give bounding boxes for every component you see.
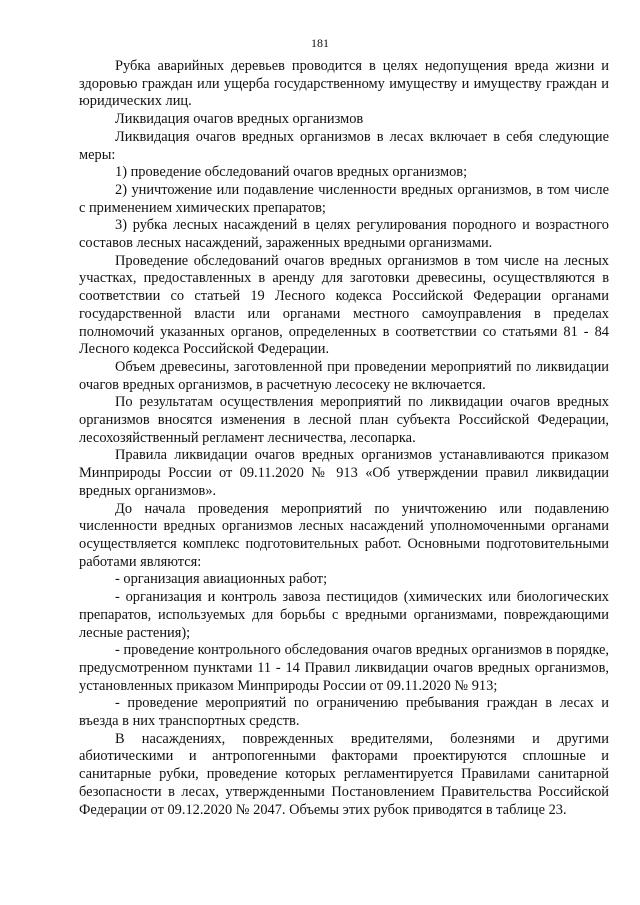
list-item-1: 1) проведение обследований очагов вредных организмов; [115,164,468,181]
dash-item-1: - организация авиационных работ; [115,571,328,588]
dash-item-2: - организация и контроль завоза пестицидов (химических или биологических препаратов, используемых для борьбы с вредными организмами, повреждающими лесные растения); [79,589,609,641]
document-body [79,58,609,819]
paragraph-preparatory-works: До начала проведения мероприятий по уничтожению или подавлению численности вредных организмов лесных насаждений уполномоченными органами осуществляется комплекс подготовительных работ. Основными подготовительными работами являются: [79,500,609,570]
list-item-2: 2) уничтожение или подавление численности вредных организмов, в том числе с применением химических препаратов; [79,181,609,216]
paragraph-rules: Правила ликвидации очагов вредных организмов устанавливаются приказом Минприроды России от 09.11.2020 № 913 «Об утверждении правил ликвидации вредных организмов». [79,447,609,499]
paragraph-wood-volume: Объем древесины, заготовленной при проведении мероприятий по ликвидации очагов вредных организмов, в расчетную лесосеку не включается. [79,358,609,393]
dash-item-3: - проведение контрольного обследования очагов вредных организмов в порядке, предусмотренном пунктами 11 - 14 Правил ликвидации очагов вредных организмов, установленных приказом Минприроды России от 09.11.2020 № 913; [79,642,609,694]
paragraph-surveys: Проведение обследований очагов вредных организмов в том числе на лесных участках, предоставленных в аренду для заготовки древесины, осуществляются в соответствии со статьей 19 Лесного кодекса Российской Федерации органами государственной власти или органами местного самоуправления в пределах полномочий указанных органов, определенных в соответствии со статьями 81 - 84 Лесного кодекса Российской Федерации. [79,252,609,358]
paragraph-results: По результатам осуществления мероприятий по ликвидации очагов вредных организмов вносятся изменения в лесной план субъекта Российской Федерации, лесохозяйственный регламент лесничества, лесопарка. [79,394,609,446]
paragraph-damaged-stands: В насаждениях, поврежденных вредителями, болезнями и другими абиотическими и антропогенными факторами проектируются сплошные и санитарные рубки, проведение которых регламентируется Правилами санитарной безопасности в лесах, утвержденными Постановлением Правительства Российской Федерации от 09.12.2020 № 2047. Объемы этих рубок приводятся в таблице 23. [79,730,609,818]
page-number: 181 [311,36,329,50]
paragraph-emergency-felling: Рубка аварийных деревьев проводится в целях недопущения вреда жизни и здоровью граждан или ущерба государственному имуществу и имуществу граждан и юридических лиц. [79,58,609,110]
paragraph-measures-intro: Ликвидация очагов вредных организмов в лесах включает в себя следующие меры: [79,128,609,163]
section-heading: Ликвидация очагов вредных организмов [115,111,364,128]
dash-item-4: - проведение мероприятий по ограничению пребывания граждан в лесах и въезда в них транспортных средств. [79,695,609,730]
list-item-3: 3) рубка лесных насаждений в целях регулирования породного и возрастного составов лесных насаждений, зараженных вредными организмами. [79,217,609,252]
